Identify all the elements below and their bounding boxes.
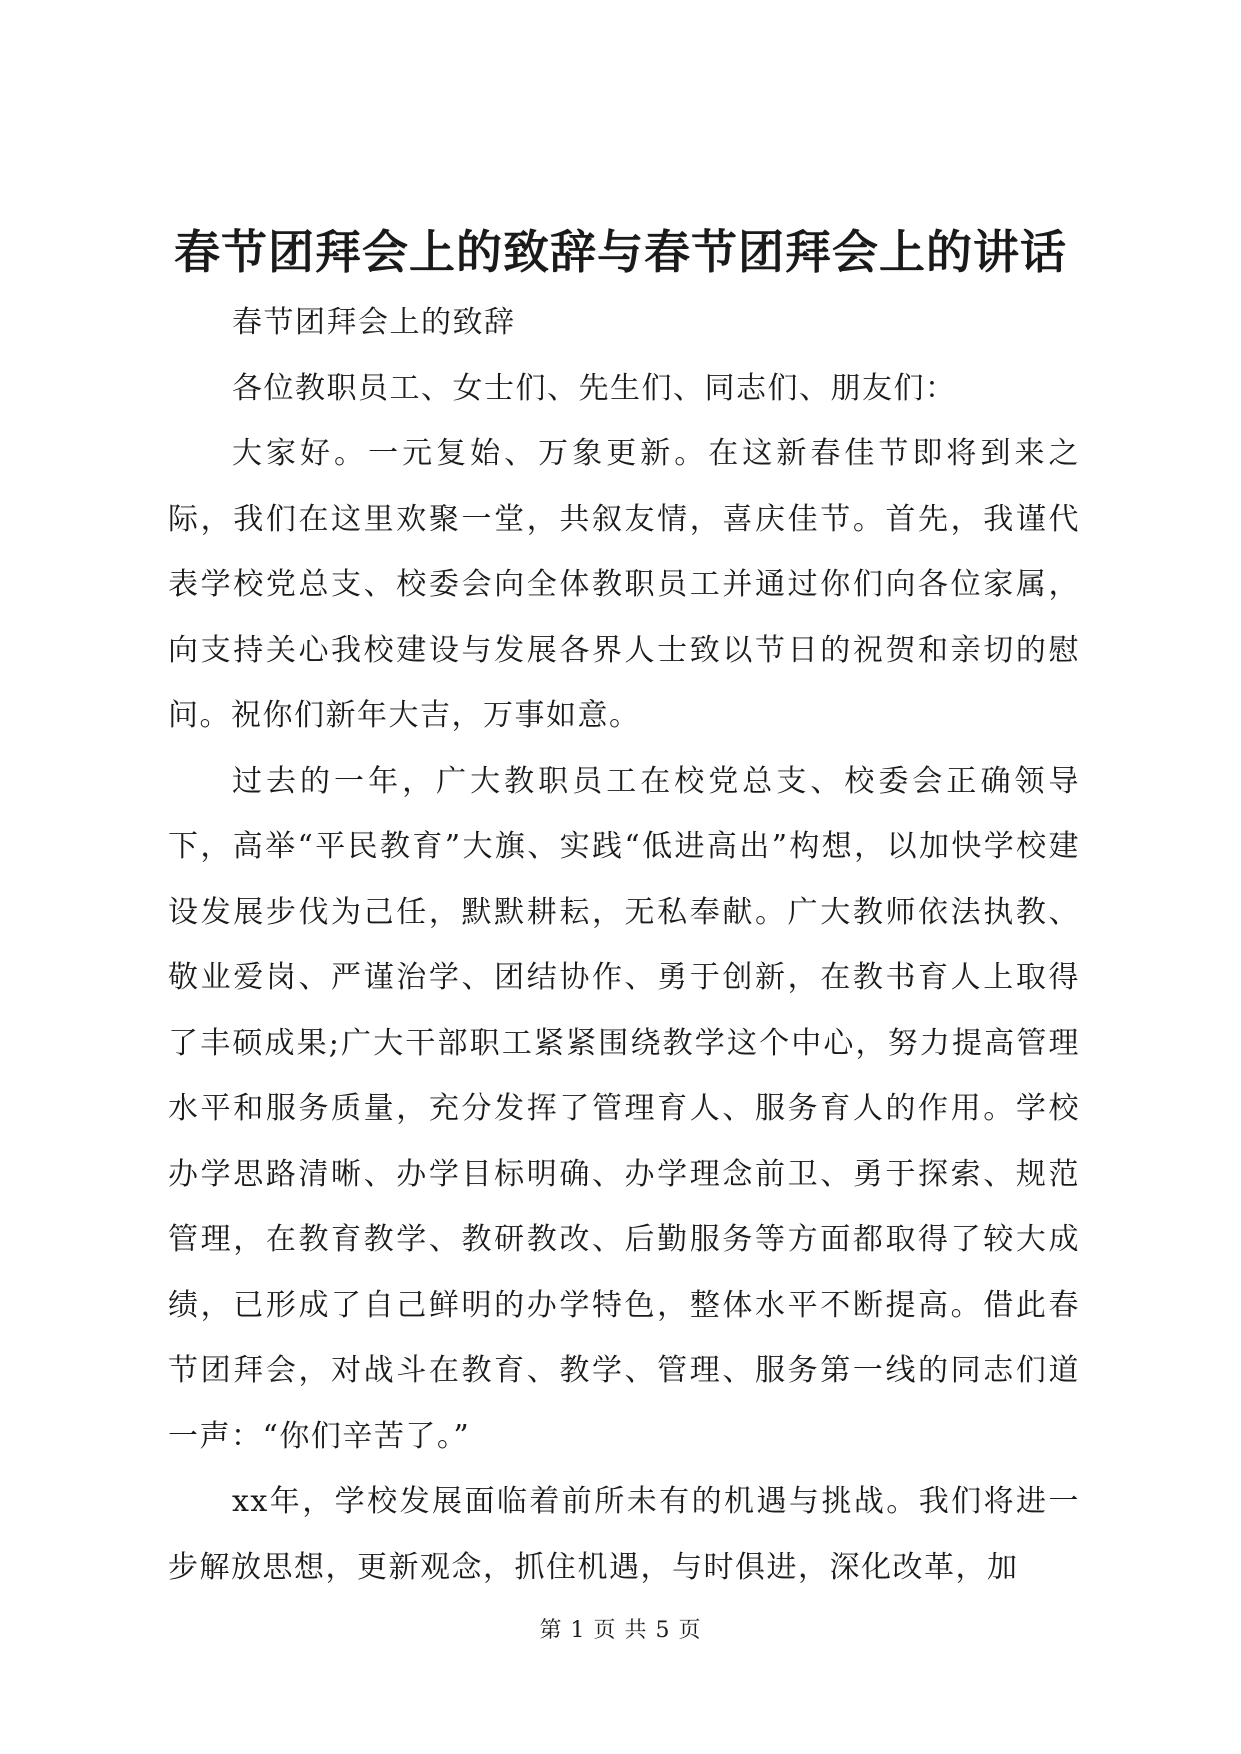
document-body: [168, 290, 1080, 1600]
document-title: 春节团拜会上的致辞与春节团拜会上的讲话: [174, 225, 1067, 279]
paragraph-review: 过去的一年，广大教职员工在校党总支、校委会正确领导下，高举“平民教育”大旗、实践“低进高出”构想，以加快学校建设发展步伐为己任，默默耕耘，无私奉献。广大教师依法执教、敬业爱岗、严谨治学、团结协作、勇于创新，在教书育人上取得了丰硕成果;广大干部职工紧紧围绕教学这个中心，努力提高管理水平和服务质量，充分发挥了管理育人、服务育人的作用。学校办学思路清晰、办学目标明确、办学理念前卫、勇于探索、规范管理，在教育教学、教研教改、后勤服务等方面都取得了较大成绩，已形成了自己鲜明的办学特色，整体水平不断提高。借此春节团拜会，对战斗在教育、教学、管理、服务第一线的同志们道一声：“你们辛苦了。”: [168, 763, 1080, 1454]
paragraph-salutation: 各位教职员工、女士们、先生们、同志们、朋友们：: [232, 370, 957, 406]
page-number-footer: 第 1 页 共 5 页: [539, 1618, 702, 1643]
paragraph-subtitle: 春节团拜会上的致辞: [232, 305, 516, 340]
paragraph-greeting: 大家好。一元复始、万象更新。在这新春佳节即将到来之际，我们在这里欢聚一堂，共叙友情，喜庆佳节。首先，我谨代表学校党总支、校委会向全体教职员工并通过你们向各位家属，向支持关心我校建设与发展各界人士致以节日的祝贺和亲切的慰问。祝你们新年大吉，万事如意。: [168, 436, 1080, 733]
paragraph-outlook: xx年，学校发展面临着前所未有的机遇与挑战。我们将进一步解放思想，更新观念，抓住机遇，与时俱进，深化改革，加: [168, 1484, 1080, 1585]
